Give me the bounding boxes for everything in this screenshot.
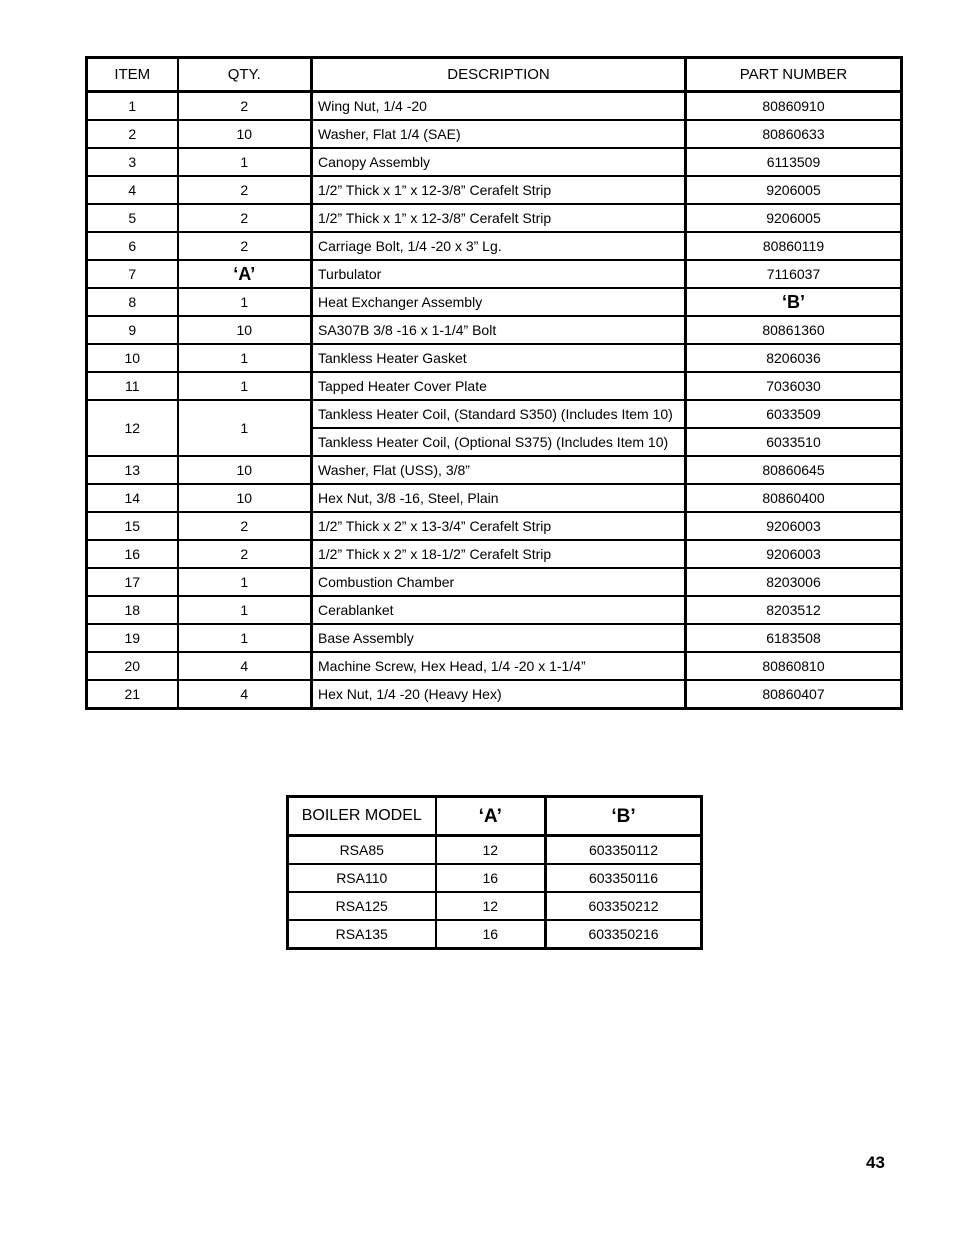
qty-cell: 2 bbox=[178, 92, 312, 121]
item-cell: 19 bbox=[87, 624, 178, 652]
model-cell: RSA85 bbox=[288, 836, 436, 865]
table-row bbox=[288, 864, 702, 892]
part-number-cell: 80860633 bbox=[686, 120, 902, 148]
part-number-cell: 7036030 bbox=[686, 372, 902, 400]
header-item: ITEM bbox=[87, 58, 178, 92]
description-cell: Hex Nut, 1/4 -20 (Heavy Hex) bbox=[312, 680, 686, 709]
item-cell: 4 bbox=[87, 176, 178, 204]
part-number-cell: 80860119 bbox=[686, 232, 902, 260]
table-row bbox=[87, 456, 902, 484]
table-row bbox=[87, 596, 902, 624]
table-row bbox=[87, 624, 902, 652]
qty-cell: 2 bbox=[178, 232, 312, 260]
qty-cell: 1 bbox=[178, 596, 312, 624]
part-number-cell: 9206005 bbox=[686, 176, 902, 204]
parts-list-table bbox=[85, 56, 903, 710]
item-cell: 15 bbox=[87, 512, 178, 540]
a-value-cell: 12 bbox=[436, 836, 546, 865]
qty-cell: 4 bbox=[178, 680, 312, 709]
description-cell: Turbulator bbox=[312, 260, 686, 288]
description-cell: 1/2” Thick x 1” x 12-3/8” Cerafelt Strip bbox=[312, 176, 686, 204]
parts-table-header-row bbox=[87, 58, 902, 92]
qty-cell: 10 bbox=[178, 456, 312, 484]
table-row bbox=[87, 400, 902, 428]
a-value-cell: 12 bbox=[436, 892, 546, 920]
item-cell: 11 bbox=[87, 372, 178, 400]
part-number-cell: 7116037 bbox=[686, 260, 902, 288]
table-row bbox=[87, 568, 902, 596]
description-cell: Carriage Bolt, 1/4 -20 x 3” Lg. bbox=[312, 232, 686, 260]
description-cell: Hex Nut, 3/8 -16, Steel, Plain bbox=[312, 484, 686, 512]
item-cell: 18 bbox=[87, 596, 178, 624]
table-row bbox=[87, 344, 902, 372]
part-number-cell: 80860645 bbox=[686, 456, 902, 484]
description-cell: Washer, Flat (USS), 3/8” bbox=[312, 456, 686, 484]
part-number-cell: 80861360 bbox=[686, 316, 902, 344]
model-cell: RSA110 bbox=[288, 864, 436, 892]
item-cell: 7 bbox=[87, 260, 178, 288]
description-cell: Machine Screw, Hex Head, 1/4 -20 x 1-1/4” bbox=[312, 652, 686, 680]
table-row bbox=[87, 316, 902, 344]
table-row bbox=[87, 92, 902, 121]
item-cell: 20 bbox=[87, 652, 178, 680]
table-row bbox=[87, 148, 902, 176]
description-cell: Canopy Assembly bbox=[312, 148, 686, 176]
description-cell: Tankless Heater Coil, (Optional S375) (Includes Item 10) bbox=[312, 428, 686, 456]
description-cell: Tapped Heater Cover Plate bbox=[312, 372, 686, 400]
description-cell: 1/2” Thick x 2” x 13-3/4” Cerafelt Strip bbox=[312, 512, 686, 540]
part-number-cell: 80860910 bbox=[686, 92, 902, 121]
description-cell: Base Assembly bbox=[312, 624, 686, 652]
header-b: ‘B’ bbox=[546, 797, 702, 836]
part-number-cell: 80860407 bbox=[686, 680, 902, 709]
qty-cell: 2 bbox=[178, 176, 312, 204]
table-row bbox=[288, 892, 702, 920]
item-cell: 17 bbox=[87, 568, 178, 596]
qty-cell: 1 bbox=[178, 344, 312, 372]
description-cell: Wing Nut, 1/4 -20 bbox=[312, 92, 686, 121]
item-cell: 16 bbox=[87, 540, 178, 568]
b-value-cell: 603350112 bbox=[546, 836, 702, 865]
item-cell: 1 bbox=[87, 92, 178, 121]
table-row bbox=[87, 260, 902, 288]
qty-cell: 10 bbox=[178, 316, 312, 344]
header-boiler-model: BOILER MODEL bbox=[288, 797, 436, 836]
part-number-cell: 6033510 bbox=[686, 428, 902, 456]
table-row bbox=[87, 652, 902, 680]
item-cell: 6 bbox=[87, 232, 178, 260]
description-cell: Washer, Flat 1/4 (SAE) bbox=[312, 120, 686, 148]
table-row bbox=[87, 512, 902, 540]
part-number-cell: 8206036 bbox=[686, 344, 902, 372]
header-part-number: PART NUMBER bbox=[686, 58, 902, 92]
a-value-cell: 16 bbox=[436, 920, 546, 949]
page-number: 43 bbox=[866, 1153, 885, 1172]
table-row bbox=[288, 836, 702, 865]
part-number-cell: 6113509 bbox=[686, 148, 902, 176]
table-row bbox=[87, 288, 902, 316]
qty-cell: 10 bbox=[178, 120, 312, 148]
description-cell: Combustion Chamber bbox=[312, 568, 686, 596]
part-number-cell: 9206003 bbox=[686, 512, 902, 540]
part-number-cell: 6033509 bbox=[686, 400, 902, 428]
table-row bbox=[87, 204, 902, 232]
header-description: DESCRIPTION bbox=[312, 58, 686, 92]
qty-cell: ‘A’ bbox=[178, 260, 312, 288]
item-cell: 3 bbox=[87, 148, 178, 176]
part-number-cell: 6183508 bbox=[686, 624, 902, 652]
item-cell: 2 bbox=[87, 120, 178, 148]
b-value-cell: 603350212 bbox=[546, 892, 702, 920]
description-cell: SA307B 3/8 -16 x 1-1/4” Bolt bbox=[312, 316, 686, 344]
part-number-cell: ‘B’ bbox=[686, 288, 902, 316]
table-row bbox=[87, 232, 902, 260]
a-value-cell: 16 bbox=[436, 864, 546, 892]
qty-cell: 1 bbox=[178, 624, 312, 652]
table-row bbox=[288, 920, 702, 949]
qty-cell: 1 bbox=[178, 568, 312, 596]
description-cell: Tankless Heater Gasket bbox=[312, 344, 686, 372]
part-number-cell: 80860810 bbox=[686, 652, 902, 680]
part-number-cell: 9206005 bbox=[686, 204, 902, 232]
qty-cell: 1 bbox=[178, 148, 312, 176]
item-cell: 13 bbox=[87, 456, 178, 484]
header-a: ‘A’ bbox=[436, 797, 546, 836]
table-row bbox=[87, 540, 902, 568]
qty-cell: 1 bbox=[178, 288, 312, 316]
item-cell: 10 bbox=[87, 344, 178, 372]
item-cell: 14 bbox=[87, 484, 178, 512]
qty-cell: 1 bbox=[178, 400, 312, 456]
models-table-header-row bbox=[288, 797, 702, 836]
part-number-cell: 9206003 bbox=[686, 540, 902, 568]
description-cell: 1/2” Thick x 1” x 12-3/8” Cerafelt Strip bbox=[312, 204, 686, 232]
table-row bbox=[87, 372, 902, 400]
table-row bbox=[87, 176, 902, 204]
description-cell: Cerablanket bbox=[312, 596, 686, 624]
part-number-cell: 8203512 bbox=[686, 596, 902, 624]
header-qty: QTY. bbox=[178, 58, 312, 92]
item-cell: 9 bbox=[87, 316, 178, 344]
b-value-cell: 603350116 bbox=[546, 864, 702, 892]
qty-cell: 10 bbox=[178, 484, 312, 512]
qty-cell: 2 bbox=[178, 204, 312, 232]
qty-cell: 2 bbox=[178, 512, 312, 540]
table-row bbox=[87, 680, 902, 709]
part-number-cell: 80860400 bbox=[686, 484, 902, 512]
qty-cell: 1 bbox=[178, 372, 312, 400]
description-cell: Tankless Heater Coil, (Standard S350) (Includes Item 10) bbox=[312, 400, 686, 428]
model-cell: RSA125 bbox=[288, 892, 436, 920]
description-cell: Heat Exchanger Assembly bbox=[312, 288, 686, 316]
part-number-cell: 8203006 bbox=[686, 568, 902, 596]
item-cell: 5 bbox=[87, 204, 178, 232]
description-cell: 1/2” Thick x 2” x 18-1/2” Cerafelt Strip bbox=[312, 540, 686, 568]
model-cell: RSA135 bbox=[288, 920, 436, 949]
item-cell: 21 bbox=[87, 680, 178, 709]
b-value-cell: 603350216 bbox=[546, 920, 702, 949]
item-cell: 12 bbox=[87, 400, 178, 456]
table-row bbox=[87, 120, 902, 148]
table-row bbox=[87, 484, 902, 512]
qty-cell: 2 bbox=[178, 540, 312, 568]
boiler-models-table bbox=[286, 795, 703, 950]
qty-cell: 4 bbox=[178, 652, 312, 680]
item-cell: 8 bbox=[87, 288, 178, 316]
